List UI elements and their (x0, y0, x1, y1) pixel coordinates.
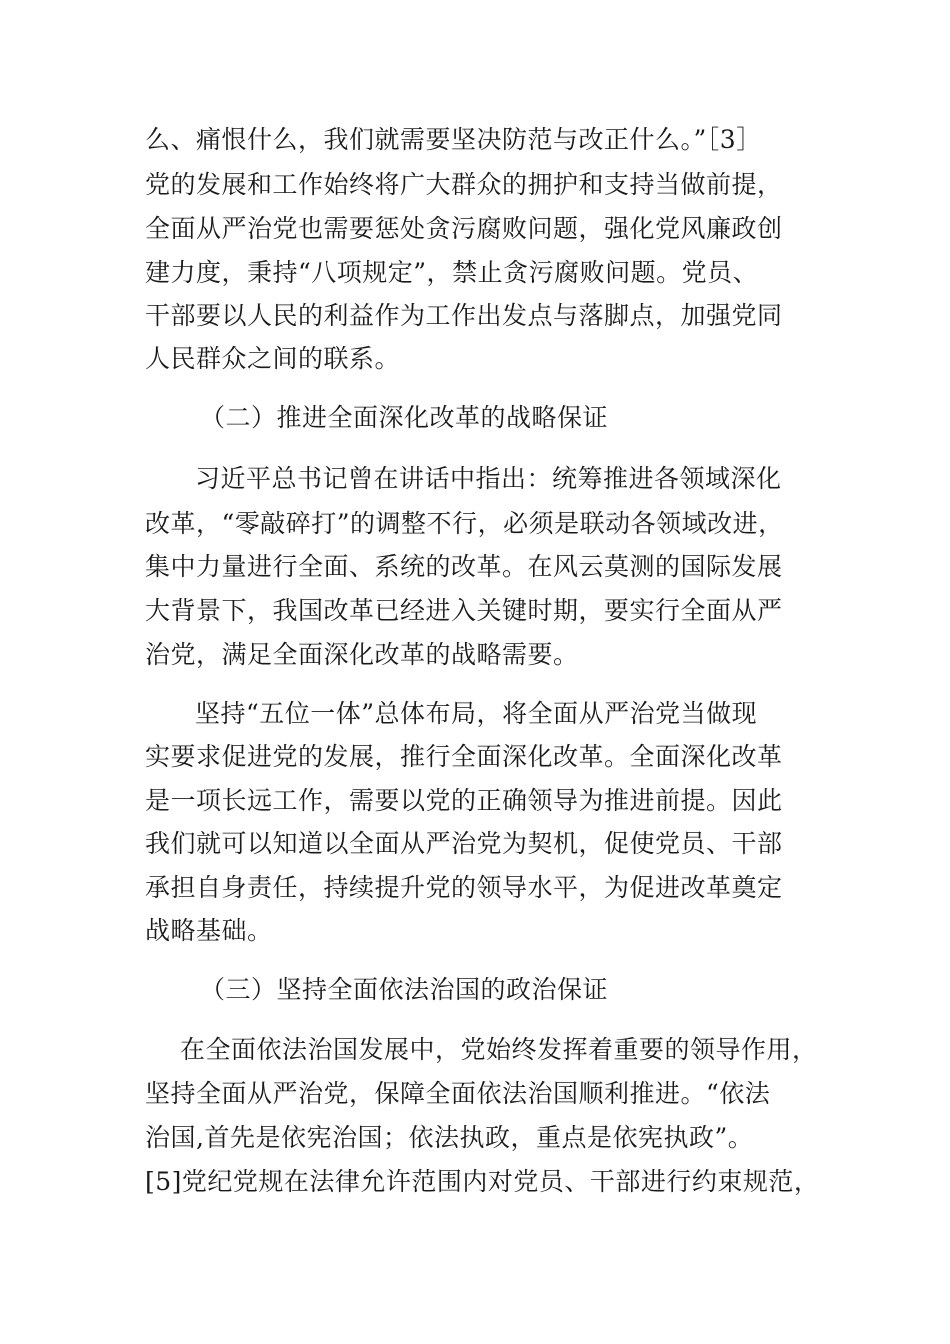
paragraph-line: 么、痛恨什么，我们就需要坚决防范与改正什么。”［3］ (145, 125, 762, 154)
paragraph-line: 干部要以人民的利益作为工作出发点与落脚点，加强党同 (145, 301, 783, 330)
paragraph-line: 坚持全面从严治党，保障全面依法治国顺利推进。“依法 (145, 1079, 771, 1108)
paragraph-line: 治党，满足全面深化改革的战略需要。 (145, 640, 579, 669)
paragraph-line: [5]党纪党规在法律允许范围内对党员、干部进行约束规范， (145, 1167, 820, 1196)
paragraph-line: 在全面依法治国发展中，党始终发挥着重要的领导作用， (180, 1035, 818, 1064)
paragraph-line: 治国,首先是依宪治国；依法执政，重点是依宪执政”。 (145, 1123, 754, 1152)
paragraph-line: 实要求促进党的发展，推行全面深化改革。全面深化改革 (145, 742, 783, 771)
paragraph-line: 是一项长远工作，需要以党的正确领导为推进前提。因此 (145, 786, 783, 815)
paragraph-line: 坚持“五位一体”总体布局，将全面从严治党当做现 (195, 699, 758, 728)
paragraph-line: 战略基础。 (145, 916, 273, 945)
paragraph-line: 党的发展和工作始终将广大群众的拥护和支持当做前提， (145, 170, 783, 199)
paragraph-line: 人民群众之间的联系。 (145, 344, 401, 373)
paragraph-line: 全面从严治党也需要惩处贪污腐败问题，强化党风廉政创 (145, 214, 783, 243)
paragraph-line: 习近平总书记曾在讲话中指出：统筹推进各领域深化 (195, 464, 782, 493)
paragraph-line: 承担自身责任，持续提升党的领导水平，为促进改革奠定 (145, 873, 783, 902)
section-heading: （二）推进全面深化改革的战略保证 (200, 403, 609, 432)
paragraph-line: 改革，“零敲碎打”的调整不行，必须是联动各领域改进， (145, 509, 784, 538)
paragraph-line: 集中力量进行全面、系统的改革。在风云莫测的国际发展 (145, 552, 783, 581)
section-heading: （三）坚持全面依法治国的政治保证 (200, 975, 609, 1004)
paragraph-line: 建力度，秉持“八项规定”，禁止贪污腐败问题。党员、 (145, 258, 759, 287)
paragraph-line: 我们就可以知道以全面从严治党为契机，促使党员、干部 (145, 829, 783, 858)
paragraph-line: 大背景下，我国改革已经进入关键时期，要实行全面从严 (145, 596, 783, 625)
